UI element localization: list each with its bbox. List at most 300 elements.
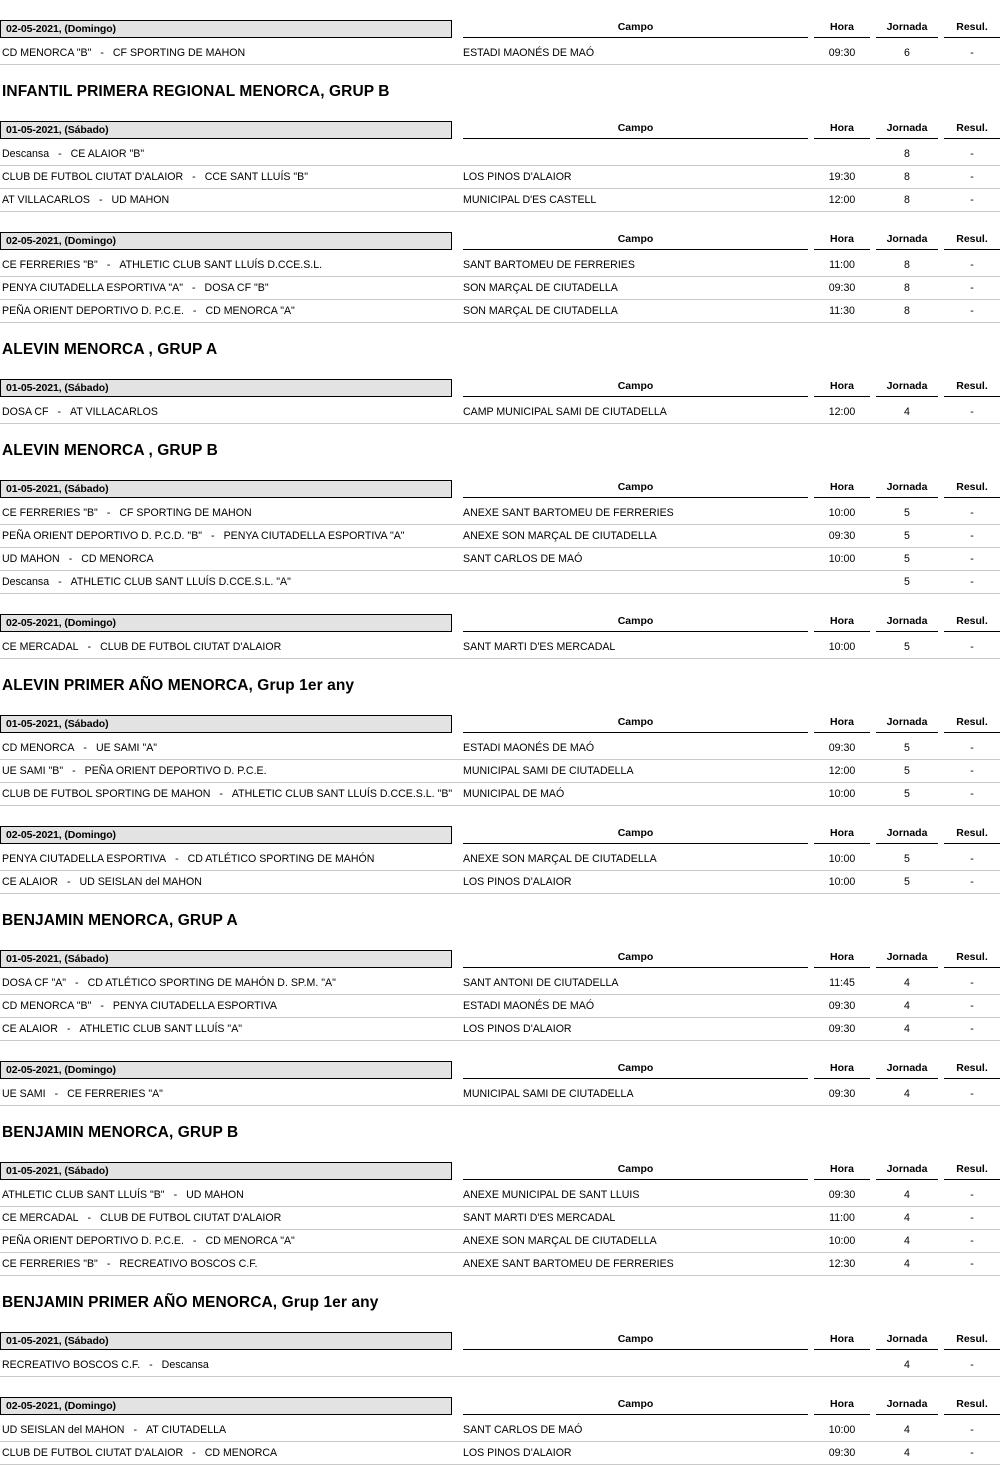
match-result: -	[970, 553, 974, 565]
away-team: UD MAHON	[111, 194, 170, 206]
away-team: UD SEISLAN del MAHON	[79, 876, 202, 888]
date-block	[0, 20, 1000, 65]
match-venue: SANT BARTOMEU DE FERRERIES	[463, 259, 635, 271]
versus-separator: -	[75, 977, 79, 989]
home-team: PENYA CIUTADELLA ESPORTIVA	[2, 853, 167, 865]
away-team: UE SAMI "A"	[95, 742, 158, 754]
column-header-resul: Resul.	[944, 1397, 1000, 1415]
column-header-resul: Resul.	[944, 379, 1000, 397]
column-header-hora: Hora	[814, 950, 870, 968]
match-time: 12:30	[828, 1258, 856, 1270]
column-header-campo: Campo	[463, 1162, 808, 1180]
match-teams	[2, 848, 460, 870]
away-team: CD MENORCA	[81, 553, 154, 565]
home-team: Descansa	[2, 576, 50, 588]
match-round: 5	[904, 742, 910, 754]
match-result: -	[970, 1359, 974, 1371]
match-result: -	[970, 305, 974, 317]
column-header-campo: Campo	[463, 715, 808, 733]
competition-heading: ALEVIN MENORCA , GRUP A	[2, 341, 218, 358]
away-team: PEÑA ORIENT DEPORTIVO D. P.C.E.	[84, 765, 267, 777]
column-header-hora: Hora	[814, 20, 870, 38]
home-team: CE ALAIOR	[2, 876, 58, 888]
versus-separator: -	[192, 1235, 197, 1247]
match-teams	[2, 1442, 460, 1464]
home-team: PEÑA ORIENT DEPORTIVO D. P.C.E.	[2, 305, 184, 317]
spacer	[0, 659, 1000, 677]
match-teams	[2, 1207, 460, 1229]
match-result: -	[970, 406, 974, 418]
match-result: -	[970, 47, 974, 59]
column-header-campo: Campo	[463, 826, 808, 844]
date-block	[0, 950, 1000, 1041]
away-team: CD ATLÉTICO SPORTING DE MAHÓN	[187, 853, 375, 865]
match-time: 09:30	[828, 1088, 856, 1100]
match-venue: LOS PINOS D'ALAIOR	[463, 171, 572, 183]
column-header-resul: Resul.	[944, 715, 1000, 733]
block-header	[0, 614, 1000, 636]
date-block	[0, 614, 1000, 659]
match-venue: ANEXE SON MARÇAL DE CIUTADELLA	[463, 1235, 657, 1247]
match-teams	[2, 571, 460, 593]
away-team: RECREATIVO BOSCOS C.F.	[119, 1258, 258, 1270]
column-header-hora: Hora	[814, 715, 870, 733]
match-teams	[2, 300, 460, 322]
match-row	[0, 166, 1000, 189]
home-team: CE MERCADAL	[2, 641, 79, 653]
match-teams	[2, 737, 460, 759]
home-team: CD MENORCA "B"	[2, 47, 92, 59]
versus-separator: -	[58, 148, 62, 160]
match-result: -	[970, 876, 974, 888]
match-round: 8	[904, 171, 910, 183]
home-team: PEÑA ORIENT DEPORTIVO D. P.C.D. "B"	[2, 530, 203, 542]
match-round: 8	[904, 282, 910, 294]
date-header: 02-05-2021, (Domingo)	[0, 614, 452, 632]
date-block	[0, 1397, 1000, 1465]
away-team: CLUB DE FUTBOL CIUTAT D'ALAIOR	[100, 1212, 282, 1224]
versus-separator: -	[173, 1189, 178, 1201]
column-header-campo: Campo	[463, 614, 808, 632]
date-header: 01-05-2021, (Sábado)	[0, 715, 452, 733]
column-header-hora: Hora	[814, 614, 870, 632]
match-teams	[2, 189, 460, 211]
match-row	[0, 1207, 1000, 1230]
block-header	[0, 1332, 1000, 1354]
away-team: ATHLETIC CLUB SANT LLUÍS "A"	[79, 1023, 243, 1035]
away-team: PENYA CIUTADELLA ESPORTIVA "A"	[223, 530, 405, 542]
match-round: 6	[904, 47, 910, 59]
match-round: 5	[904, 641, 910, 653]
match-teams	[2, 760, 460, 782]
column-header-hora: Hora	[814, 826, 870, 844]
competition-heading: INFANTIL PRIMERA REGIONAL MENORCA, GRUP B	[2, 83, 390, 100]
versus-separator: -	[175, 853, 179, 865]
date-header: 01-05-2021, (Sábado)	[0, 121, 452, 139]
date-block	[0, 480, 1000, 594]
date-block	[0, 1061, 1000, 1106]
match-venue	[463, 143, 808, 165]
match-teams	[2, 254, 460, 276]
match-teams	[2, 995, 460, 1017]
match-row	[0, 300, 1000, 323]
match-result: -	[970, 282, 974, 294]
away-team: ATHLETIC CLUB SANT LLUÍS D.CCE.S.L.	[119, 259, 323, 271]
date-header: 01-05-2021, (Sábado)	[0, 379, 452, 397]
match-teams	[2, 972, 460, 994]
away-team: CD MENORCA "A"	[205, 1235, 295, 1247]
match-teams	[2, 166, 460, 188]
match-round: 5	[904, 876, 910, 888]
match-row	[0, 254, 1000, 277]
away-team: CD ATLÉTICO SPORTING DE MAHÓN D. SP.M. "A"	[87, 977, 336, 989]
column-header-resul: Resul.	[944, 826, 1000, 844]
column-header-jornada: Jornada	[876, 121, 938, 139]
date-header: 02-05-2021, (Domingo)	[0, 1061, 452, 1079]
column-header-hora: Hora	[814, 1061, 870, 1079]
versus-separator: -	[106, 259, 111, 271]
match-teams	[2, 143, 460, 165]
versus-separator: -	[192, 1447, 196, 1459]
column-header-hora: Hora	[814, 480, 870, 498]
match-result: -	[970, 1088, 974, 1100]
away-team: AT CIUTADELLA	[145, 1424, 227, 1436]
block-header	[0, 1162, 1000, 1184]
versus-separator: -	[58, 576, 62, 588]
match-result: -	[970, 1000, 974, 1012]
match-venue	[463, 571, 808, 593]
column-header-jornada: Jornada	[876, 379, 938, 397]
block-header	[0, 121, 1000, 143]
match-time: 10:00	[828, 853, 856, 865]
date-block	[0, 121, 1000, 212]
match-row	[0, 502, 1000, 525]
away-team: CLUB DE FUTBOL CIUTAT D'ALAIOR	[100, 641, 282, 653]
match-result: -	[970, 1424, 974, 1436]
home-team: CD MENORCA "B"	[2, 1000, 92, 1012]
match-venue: ANEXE SON MARÇAL DE CIUTADELLA	[463, 853, 657, 865]
home-team: ATHLETIC CLUB SANT LLUÍS "B"	[2, 1189, 165, 1201]
date-block	[0, 1162, 1000, 1276]
match-row	[0, 848, 1000, 871]
match-row	[0, 1442, 1000, 1465]
match-round: 4	[904, 1424, 910, 1436]
match-teams	[2, 1230, 460, 1252]
match-result: -	[970, 853, 974, 865]
column-header-resul: Resul.	[944, 20, 1000, 38]
column-header-campo: Campo	[463, 1332, 808, 1350]
date-block	[0, 1332, 1000, 1377]
block-header	[0, 715, 1000, 737]
column-header-jornada: Jornada	[876, 232, 938, 250]
date-header: 01-05-2021, (Sábado)	[0, 480, 452, 498]
block-header	[0, 1397, 1000, 1419]
away-team: CD MENORCA "A"	[205, 305, 295, 317]
column-header-jornada: Jornada	[876, 20, 938, 38]
versus-separator: -	[192, 282, 196, 294]
column-header-hora: Hora	[814, 121, 870, 139]
match-time: 09:30	[828, 530, 856, 542]
spacer	[0, 1041, 1000, 1061]
competition-section-benjamin-menorca-grup-b	[0, 1106, 1000, 1276]
home-team: CLUB DE FUTBOL CIUTAT D'ALAIOR	[2, 171, 184, 183]
versus-separator: -	[83, 742, 87, 754]
home-team: PENYA CIUTADELLA ESPORTIVA "A"	[2, 282, 184, 294]
match-venue: CAMP MUNICIPAL SAMI DE CIUTADELLA	[463, 406, 667, 418]
match-time: 09:30	[828, 47, 856, 59]
block-header	[0, 826, 1000, 848]
away-team: PENYA CIUTADELLA ESPORTIVA	[112, 1000, 277, 1012]
block-header	[0, 232, 1000, 254]
match-time: 19:30	[828, 171, 856, 183]
versus-separator: -	[100, 1000, 104, 1012]
match-round: 8	[904, 148, 910, 160]
match-round: 5	[904, 853, 910, 865]
match-teams	[2, 525, 460, 547]
away-team: AT VILLACARLOS	[70, 406, 158, 418]
match-time: 09:30	[828, 742, 856, 754]
competition-heading: BENJAMIN PRIMER AÑO MENORCA, Grup 1er any	[2, 1294, 379, 1311]
match-round: 5	[904, 576, 910, 588]
match-venue: SON MARÇAL DE CIUTADELLA	[463, 282, 618, 294]
match-result: -	[970, 788, 974, 800]
date-header: 01-05-2021, (Sábado)	[0, 1332, 452, 1350]
spacer	[0, 359, 1000, 379]
competition-section-alevin-primer-ano	[0, 659, 1000, 894]
match-row	[0, 143, 1000, 166]
competition-section-alevin-menorca-grup-a	[0, 323, 1000, 424]
block-header	[0, 950, 1000, 972]
away-team: CF SPORTING DE MAHON	[112, 47, 246, 59]
column-header-resul: Resul.	[944, 950, 1000, 968]
block-header	[0, 379, 1000, 401]
versus-separator: -	[211, 530, 215, 542]
spacer	[0, 695, 1000, 715]
match-venue: MUNICIPAL D'ES CASTELL	[463, 194, 597, 206]
date-block	[0, 232, 1000, 323]
match-row	[0, 1184, 1000, 1207]
spacer	[0, 930, 1000, 950]
match-time: 10:00	[828, 1235, 856, 1247]
match-time: 10:00	[828, 788, 856, 800]
home-team: UD MAHON	[2, 553, 60, 565]
match-round: 4	[904, 977, 910, 989]
match-venue: SON MARÇAL DE CIUTADELLA	[463, 305, 618, 317]
match-venue: SANT MARTI D'ES MERCADAL	[463, 1212, 616, 1224]
match-result: -	[970, 1212, 974, 1224]
match-round: 4	[904, 1212, 910, 1224]
match-teams	[2, 1419, 460, 1441]
match-row	[0, 548, 1000, 571]
match-venue: ESTADI MAONÉS DE MAÓ	[463, 47, 595, 59]
column-header-campo: Campo	[463, 1397, 808, 1415]
match-round: 5	[904, 553, 910, 565]
column-header-campo: Campo	[463, 121, 808, 139]
match-teams	[2, 783, 460, 805]
match-venue: ANEXE SANT BARTOMEU DE FERRERIES	[463, 507, 674, 519]
match-row	[0, 636, 1000, 659]
match-time: 12:00	[828, 406, 856, 418]
match-time: 11:45	[829, 977, 855, 989]
spacer	[0, 1142, 1000, 1162]
match-row	[0, 277, 1000, 300]
column-header-jornada: Jornada	[876, 715, 938, 733]
match-venue	[463, 1354, 808, 1376]
match-round: 5	[904, 530, 910, 542]
column-header-hora: Hora	[814, 379, 870, 397]
versus-separator: -	[87, 1212, 92, 1224]
versus-separator: -	[192, 305, 197, 317]
match-teams	[2, 548, 460, 570]
spacer	[0, 1377, 1000, 1397]
versus-separator: -	[192, 171, 196, 183]
match-row	[0, 401, 1000, 424]
match-time: 11:30	[829, 305, 855, 317]
match-row	[0, 571, 1000, 594]
column-header-resul: Resul.	[944, 232, 1000, 250]
date-header: 02-05-2021, (Domingo)	[0, 20, 452, 38]
column-header-campo: Campo	[463, 379, 808, 397]
versus-separator: -	[106, 1258, 111, 1270]
match-round: 4	[904, 1023, 910, 1035]
match-time: 09:30	[828, 1189, 856, 1201]
match-venue: MUNICIPAL DE MAÓ	[463, 788, 565, 800]
match-result: -	[970, 1235, 974, 1247]
match-teams	[2, 1083, 460, 1105]
versus-separator: -	[57, 406, 62, 418]
competition-heading: BENJAMIN MENORCA, GRUP B	[2, 1124, 239, 1141]
match-round: 4	[904, 1258, 910, 1270]
column-header-campo: Campo	[463, 20, 808, 38]
match-result: -	[970, 530, 974, 542]
home-team: PEÑA ORIENT DEPORTIVO D. P.C.E.	[2, 1235, 184, 1247]
match-round: 4	[904, 1359, 910, 1371]
column-header-resul: Resul.	[944, 1061, 1000, 1079]
match-round: 4	[904, 1189, 910, 1201]
column-header-campo: Campo	[463, 1061, 808, 1079]
match-time: 09:30	[828, 282, 856, 294]
date-header: 02-05-2021, (Domingo)	[0, 1397, 452, 1415]
match-round: 5	[904, 765, 910, 777]
match-row	[0, 42, 1000, 65]
match-time: 11:00	[829, 259, 855, 271]
competition-section-infantil-primera-regional-b	[0, 65, 1000, 323]
block-header	[0, 480, 1000, 502]
match-result: -	[970, 977, 974, 989]
match-result: -	[970, 742, 974, 754]
match-time: 10:00	[828, 641, 856, 653]
match-venue: ESTADI MAONÉS DE MAÓ	[463, 1000, 595, 1012]
date-block	[0, 379, 1000, 424]
match-venue: ANEXE SANT BARTOMEU DE FERRERIES	[463, 1258, 674, 1270]
match-venue: LOS PINOS D'ALAIOR	[463, 876, 572, 888]
competition-section-benjamin-menorca-grup-a	[0, 894, 1000, 1106]
match-row	[0, 972, 1000, 995]
away-team: UD MAHON	[186, 1189, 244, 1201]
home-team: CE FERRERIES "B"	[2, 1258, 98, 1270]
column-header-campo: Campo	[463, 950, 808, 968]
match-teams	[2, 1184, 460, 1206]
competition-heading: BENJAMIN MENORCA, GRUP A	[2, 912, 238, 929]
home-team: CE FERRERIES "B"	[2, 507, 98, 519]
column-header-jornada: Jornada	[876, 480, 938, 498]
spacer	[0, 0, 1000, 20]
column-header-jornada: Jornada	[876, 1332, 938, 1350]
match-teams	[2, 1253, 460, 1275]
match-time: 09:30	[828, 1023, 856, 1035]
home-team: CLUB DE FUTBOL SPORTING DE MAHON	[2, 788, 211, 800]
away-team: CF SPORTING DE MAHON	[119, 507, 252, 519]
block-header	[0, 20, 1000, 42]
match-result: -	[970, 171, 974, 183]
match-venue: LOS PINOS D'ALAIOR	[463, 1023, 572, 1035]
column-header-hora: Hora	[814, 1162, 870, 1180]
competition-heading: ALEVIN MENORCA , GRUP B	[2, 442, 218, 459]
column-header-jornada: Jornada	[876, 1061, 938, 1079]
match-row	[0, 1083, 1000, 1106]
match-round: 8	[904, 305, 910, 317]
match-time: 10:00	[828, 507, 856, 519]
match-time: 09:30	[828, 1000, 856, 1012]
match-row	[0, 189, 1000, 212]
versus-separator: -	[98, 194, 103, 206]
match-row	[0, 995, 1000, 1018]
spacer	[0, 323, 1000, 341]
match-row	[0, 737, 1000, 760]
date-block	[0, 715, 1000, 806]
column-header-resul: Resul.	[944, 1332, 1000, 1350]
match-time: 12:00	[828, 765, 856, 777]
home-team: CLUB DE FUTBOL CIUTAT D'ALAIOR	[2, 1447, 184, 1459]
home-team: DOSA CF	[2, 406, 49, 418]
spacer	[0, 460, 1000, 480]
match-teams	[2, 401, 460, 423]
match-time: 10:00	[828, 553, 856, 565]
match-row	[0, 1419, 1000, 1442]
column-header-jornada: Jornada	[876, 826, 938, 844]
match-result: -	[970, 576, 974, 588]
match-round: 4	[904, 1235, 910, 1247]
match-result: -	[970, 641, 974, 653]
match-time: 10:00	[828, 876, 856, 888]
match-result: -	[970, 148, 974, 160]
match-time: 10:00	[828, 1424, 856, 1436]
home-team: CE FERRERIES "B"	[2, 259, 98, 271]
match-teams	[2, 1018, 460, 1040]
column-header-resul: Resul.	[944, 121, 1000, 139]
match-time	[814, 1354, 870, 1376]
competition-heading: ALEVIN PRIMER AÑO MENORCA, Grup 1er any	[2, 677, 355, 694]
match-round: 4	[904, 1447, 910, 1459]
versus-separator: -	[54, 1088, 59, 1100]
match-venue: SANT ANTONI DE CIUTADELLA	[463, 977, 619, 989]
match-result: -	[970, 765, 974, 777]
column-header-resul: Resul.	[944, 1162, 1000, 1180]
home-team: RECREATIVO BOSCOS C.F.	[2, 1359, 141, 1371]
column-header-campo: Campo	[463, 232, 808, 250]
versus-separator: -	[66, 1023, 71, 1035]
match-teams	[2, 871, 460, 893]
match-venue: SANT MARTI D'ES MERCADAL	[463, 641, 616, 653]
match-round: 4	[904, 1088, 910, 1100]
competition-section-top-partial	[0, 0, 1000, 65]
match-row	[0, 1018, 1000, 1041]
match-row	[0, 525, 1000, 548]
home-team: CE ALAIOR	[2, 1023, 58, 1035]
column-header-campo: Campo	[463, 480, 808, 498]
match-result: -	[970, 507, 974, 519]
spacer	[0, 424, 1000, 442]
